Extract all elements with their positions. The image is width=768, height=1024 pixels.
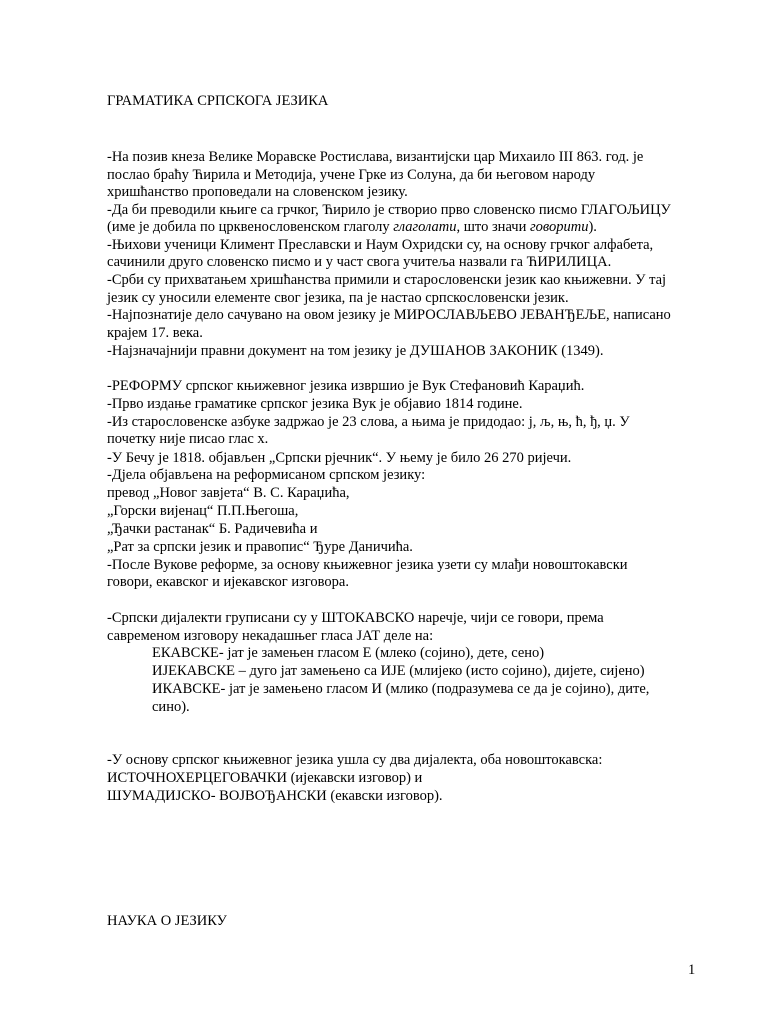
text-span: , што значи <box>456 219 530 235</box>
text-line: -Дјела објављена на реформисаном српском језику: <box>107 467 426 483</box>
text-line: говори, екавског и ијекавског изговора. <box>107 574 349 590</box>
text-line: превод „Новог завјета“ В. С. Караџића, <box>107 485 350 501</box>
text-line: -У Бечу је 1818. објављен „Српски рјечник“. У њему је било 26 270 ријечи. <box>107 450 572 466</box>
indented-line: сино). <box>152 699 190 715</box>
text-line: -Српски дијалекти груписани су у ШТОКАВСКО наречје, чији се говори, према <box>107 610 604 626</box>
text-span: ). <box>588 219 597 235</box>
text-line: хришћанство проповедали на словенском језику. <box>107 184 408 200</box>
text-line: -Прво издање граматике српског језика Вук је објавио 1814 године. <box>107 396 523 412</box>
text-line: ШУМАДИЈСКО- ВОЈВОЂАНСКИ (екавски изговор). <box>107 788 443 804</box>
text-line: „Рат за српски језик и правопис“ Ђуре Даничића. <box>107 539 413 555</box>
indented-line: ЕКАВСКЕ- јат је замењен гласом Е (млеко (сојино), дете, сено) <box>152 645 545 661</box>
text-span: (име је добила по црквенословенском глаголу <box>107 219 394 235</box>
text-line: -Срби су прихватањем хришћанства примили и старословенски језик као књижевни. У тај <box>107 272 667 288</box>
text-line: савременом изговору некадашњег гласа ЈАТ деле на: <box>107 628 434 644</box>
text-line: -Из старословенске азбуке задржао је 23 слова, а њима је придодао: ј, љ, њ, ћ, ђ, џ. У <box>107 414 630 430</box>
text-line: крајем 17. века. <box>107 325 203 341</box>
text-line: -После Вукове реформе, за основу књижевног језика узети су млађи новоштокавски <box>107 557 628 573</box>
page-number: 1 <box>688 962 696 978</box>
text-line: -Најзначајнији правни документ на том језику је ДУШАНОВ ЗАКОНИК (1349). <box>107 343 604 359</box>
text-line: -Најпознатије дело сачувано на овом језику је МИРОСЛАВЉЕВО ЈЕВАНЂЕЉЕ, написано <box>107 307 671 323</box>
text-line: -На позив кнеза Велике Моравске Ростислава, византијски цар Михаило III 863. год. је <box>107 149 644 165</box>
text-line: -У основу српског књижевног језика ушла су два дијалекта, оба новоштокавска: <box>107 752 603 768</box>
indented-line: ИКАВСКЕ- јат је замењено гласом И (млико (подразумева се да је сојино), дите, <box>152 681 650 697</box>
text-line: послао браћу Ћирила и Методија, учене Грке из Солуна, да би његовом народу <box>107 167 596 183</box>
text-line: ИСТОЧНОХЕРЦЕГОВАЧКИ (ијекавски изговор) и <box>107 770 423 786</box>
text-line <box>107 218 597 236</box>
text-line: почетку није писао глас х. <box>107 431 269 447</box>
text-line: „Горски вијенац“ П.П.Његоша, <box>107 503 299 519</box>
italic-term: глаголати <box>393 219 457 235</box>
text-line: -РЕФОРМУ српског књижевног језика извршио је Вук Стефановић Караџић. <box>107 378 585 394</box>
text-line: језик су уносили елементе свог језика, па је настао српскословенски језик. <box>107 290 569 306</box>
text-line: „Ђачки растанак“ Б. Радичевића и <box>107 521 318 537</box>
text-line: -Њихови ученици Климент Преславски и Наум Охридски су, на основу грчког алфабета, <box>107 237 654 253</box>
text-line: сачинили друго словенско писмо и у част свога учитеља назвали га ЋИРИЛИЦА. <box>107 254 612 270</box>
text-line: -Да би преводили књиге са грчког, Ћирило је створио прво словенско писмо ГЛАГОЉИЦУ <box>107 202 671 218</box>
indented-line: ИЈЕКАВСКЕ – дуго јат замењено са ИЈЕ (млијеко (исто сојино), дијете, сијено) <box>152 663 645 679</box>
italic-term: говорити <box>529 219 589 235</box>
section-heading: НАУКА О ЈЕЗИКУ <box>107 913 227 929</box>
document-title: ГРАМАТИКА СРПСКОГА ЈЕЗИКА <box>107 93 329 109</box>
